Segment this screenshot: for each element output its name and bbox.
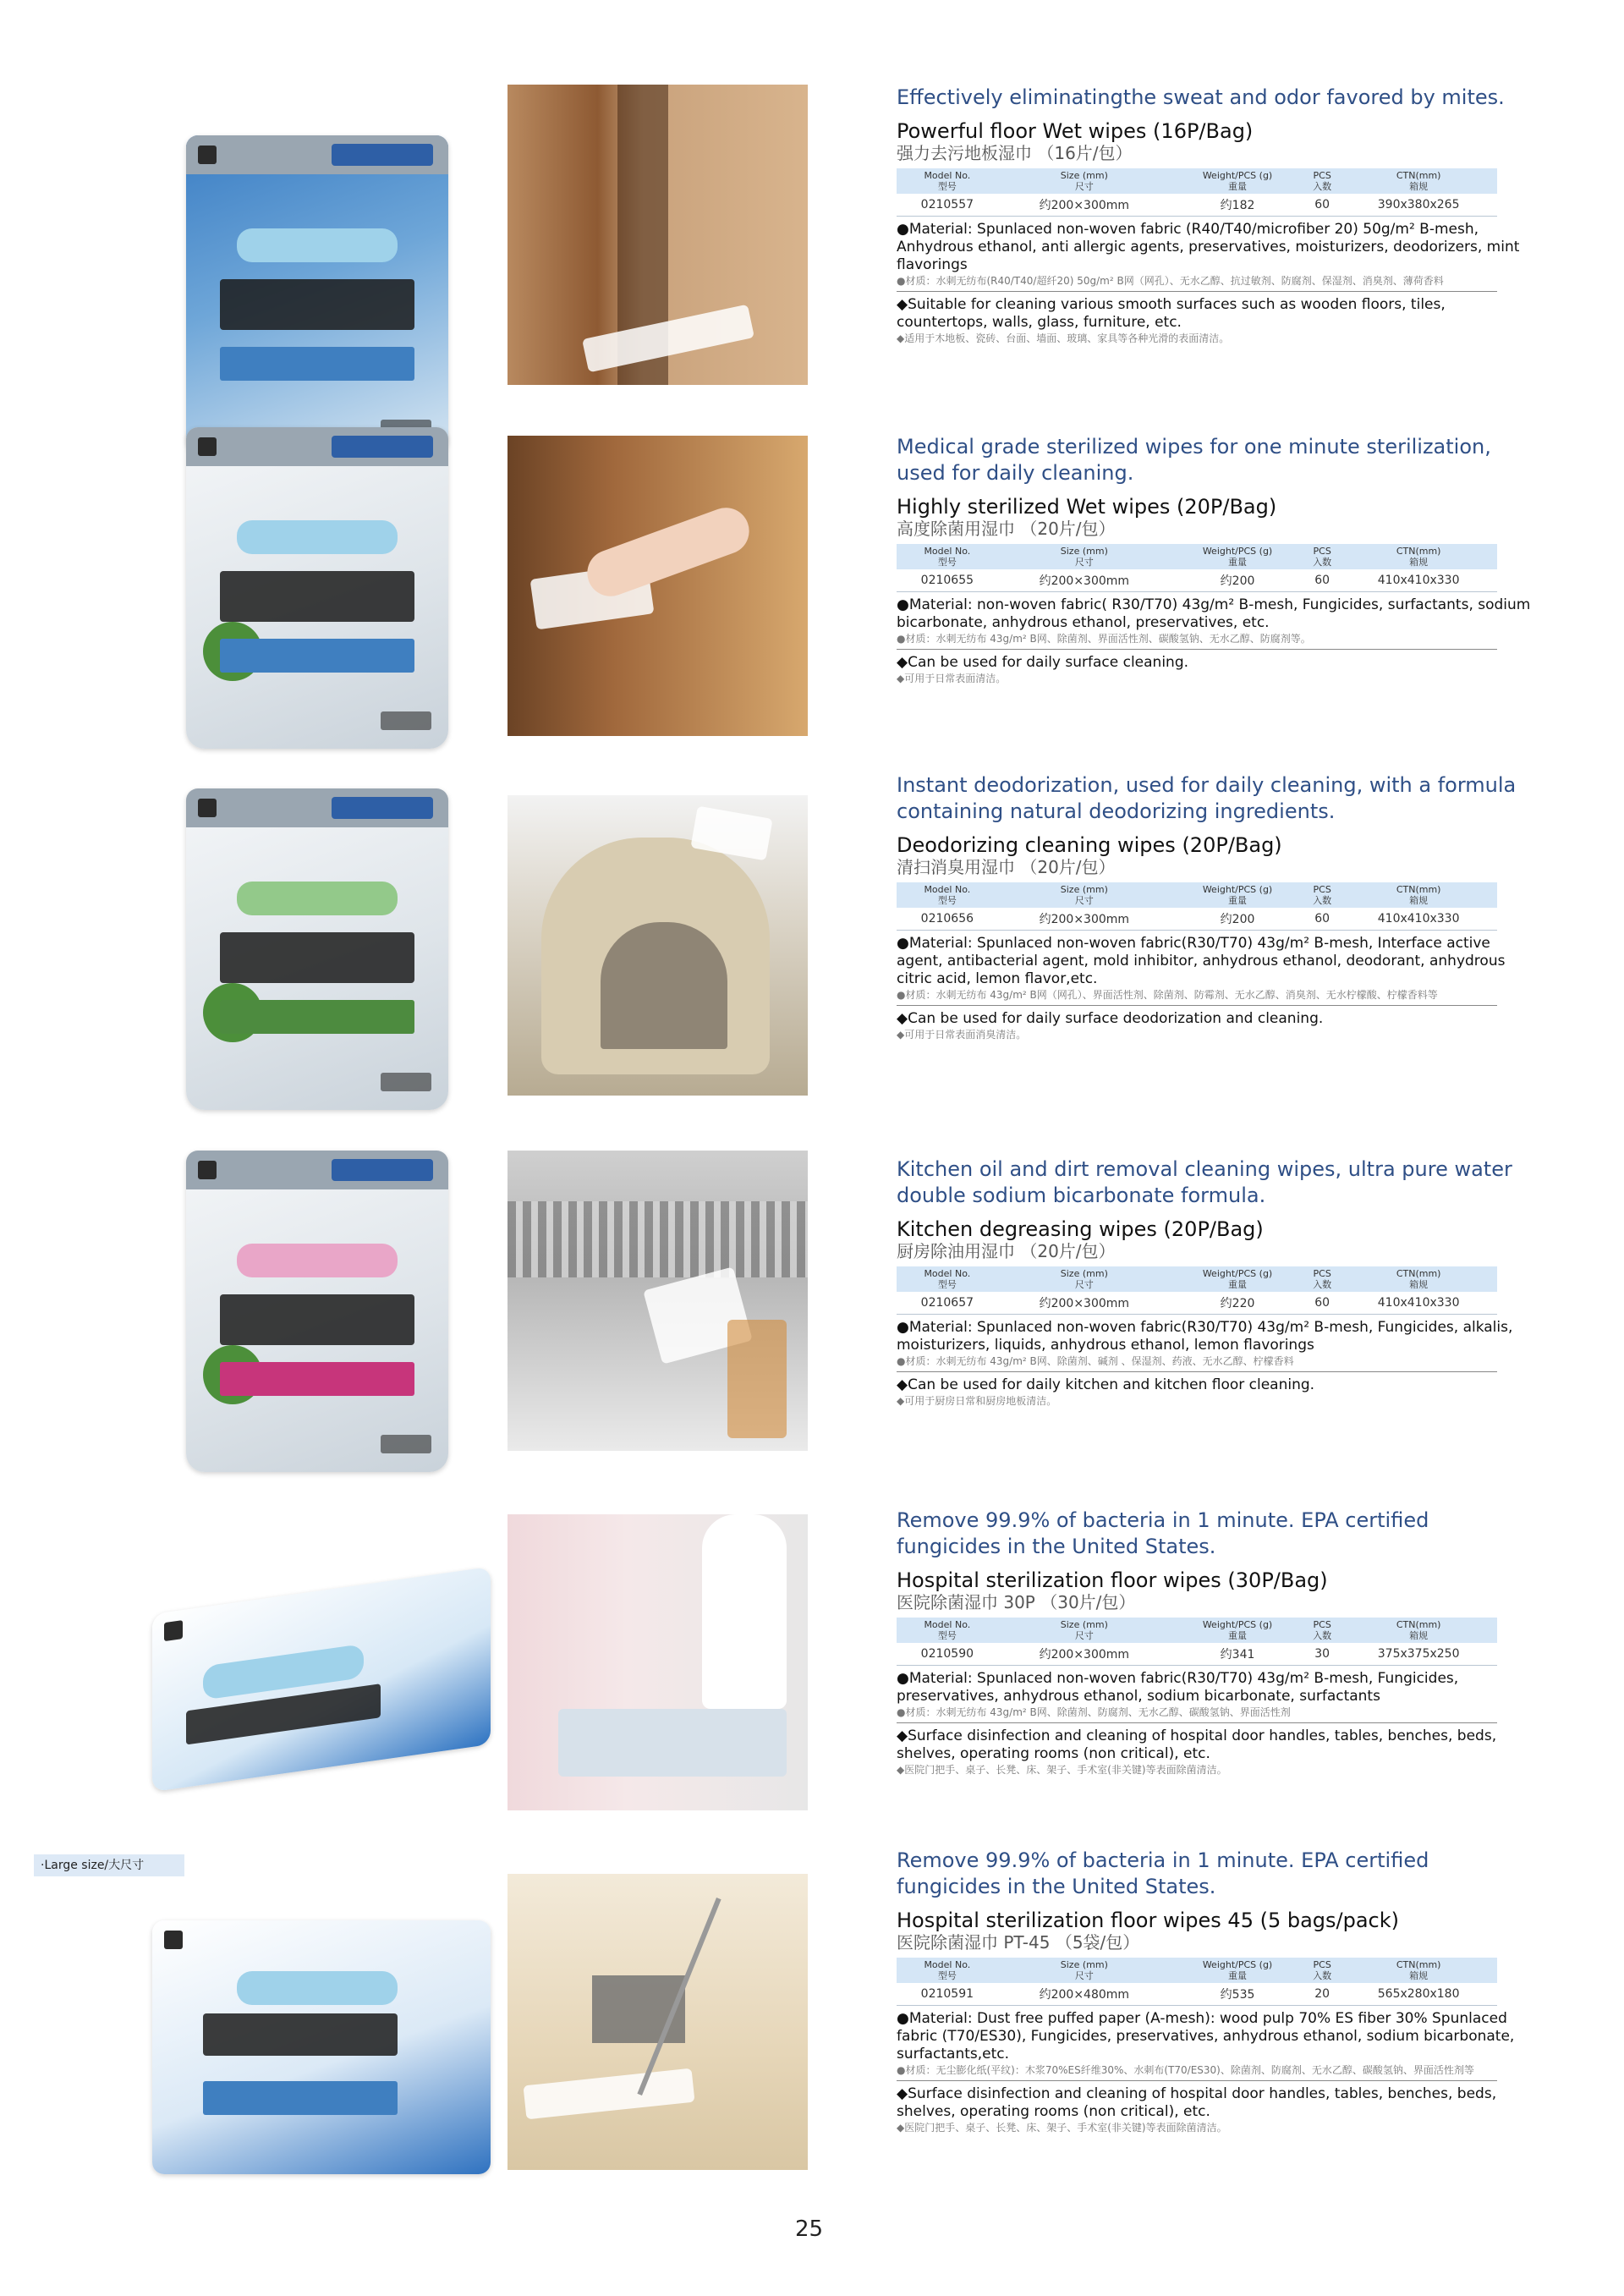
usage-text-cn: ◆可用于日常表面清洁。 <box>897 673 1007 684</box>
usage-text: ◆Surface disinfection and cleaning of hospital door handles, tables, benches, beds, shelves, operating rooms (non critical), etc. <box>897 1727 1497 1762</box>
product-name: Hospital sterilization floor wipes (30P/Bag) <box>897 1568 1328 1592</box>
spec-table <box>897 544 1497 592</box>
divider <box>897 1722 1497 1723</box>
material-text-cn: ●材质：水刺无纺布 43g/m² B网、除菌剂、防腐剂、无水乙醇、碳酸氢钠、界面活性剂 <box>897 1706 1291 1718</box>
usage-text: ◆Suitable for cleaning various smooth surfaces such as wooden floors, tiles, countertops, walls, glass, furniture, etc. <box>897 296 1446 331</box>
material-text-cn: ●材质：水刺无纺布 43g/m² B网、除菌剂、碱剂 、保湿剂、药液、无水乙醇、柠檬香料 <box>897 1355 1294 1367</box>
spec-table <box>897 1266 1497 1315</box>
product-headline: Instant deodorization, used for daily cleaning, with a formula containing natural deodorizing ingredients. <box>897 773 1517 823</box>
usage-photo <box>508 436 808 736</box>
product-package-image <box>186 427 448 749</box>
usage-photo <box>508 85 808 385</box>
product-name-cn: 清扫消臭用湿巾 （20片/包） <box>897 857 1116 877</box>
spec-table <box>897 168 1497 217</box>
spec-row: 0210656 约200×300mm 约200 60 410x410x330 <box>897 908 1497 931</box>
material-text: ●Material: Spunlaced non-woven fabric(R30/T70) 43g/m² B-mesh, Interface active agent, antibacterial agent, mold inhibitor, anhydrous ethanol, deodorant, anhydrous citric acid, lemon flavor,etc. <box>897 935 1506 987</box>
col-weight: Weight/PCS (g) 重量 <box>1171 168 1304 194</box>
product-headline: Medical grade sterilized wipes for one minute sterilization, used for daily cleaning. <box>897 435 1491 485</box>
usage-photo <box>508 1874 808 2170</box>
spec-header-row: Model No. 型号 Size (mm) 尺寸 Weight/PCS (g) 重量 PCS 入数 CTN(mm) 箱规 <box>897 1266 1497 1292</box>
material-text-cn: ●材质：水刺无纺布 43g/m² B网、除菌剂、界面活性剂、碳酸氢钠、无水乙醇、防腐剂等。 <box>897 633 1311 645</box>
product-package-image <box>152 1920 491 2174</box>
spec-row: 0210591 约200×480mm 约535 20 565x280x180 <box>897 1983 1497 2006</box>
product-name: Deodorizing cleaning wipes (20P/Bag) <box>897 833 1282 857</box>
product-package-image <box>186 788 448 1110</box>
material-text-cn: ●材质：水刺无纺布(R40/T40/超纤20) 50g/m² B网（网孔）、无水乙醇、抗过敏剂、防腐剂、保湿剂、消臭剂、薄荷香料 <box>897 275 1444 287</box>
product-headline: Remove 99.9% of bacteria in 1 minute. EPA certified fungicides in the United States. <box>897 1508 1429 1558</box>
material-text: ●Material: Spunlaced non-woven fabric(R30/T70) 43g/m² B-mesh, Fungicides, preservatives, anhydrous ethanol, sodium bicarbonate, surfactants <box>897 1670 1459 1705</box>
product-name: Powerful floor Wet wipes (16P/Bag) <box>897 119 1254 143</box>
spec-row: 0210590 约200×300mm 约341 30 375x375x250 <box>897 1643 1497 1666</box>
divider <box>897 291 1497 292</box>
product-name: Kitchen degreasing wipes (20P/Bag) <box>897 1217 1264 1241</box>
product-package-image <box>186 1151 448 1472</box>
usage-text-cn: ◆医院门把手、桌子、长凳、床、架子、手术室(非关键)等表面除菌清洁。 <box>897 1764 1227 1776</box>
material-text: ●Material: Dust free puffed paper (A-mesh): wood pulp 70% ES fiber 30% Spunlaced fabric (T70/ES30), Fungicides, preservatives, anhydrous ethanol, sodium bicarbonate, surfactants,etc. <box>897 2010 1515 2063</box>
product-package-image <box>186 135 448 457</box>
col-pcs: PCS 入数 <box>1304 168 1340 194</box>
usage-photo <box>508 1514 808 1810</box>
divider <box>897 649 1497 650</box>
divider <box>897 1371 1497 1372</box>
product-name-cn: 医院除菌湿巾 PT-45 （5袋/包） <box>897 1932 1140 1953</box>
spec-row: 0210557 约200×300mm 约182 60 390x380x265 <box>897 194 1497 217</box>
product-name-cn: 医院除菌湿巾 30P （30片/包） <box>897 1592 1136 1612</box>
usage-text-cn: ◆可用于厨房日常和厨房地板清洁。 <box>897 1395 1057 1407</box>
usage-text-cn: ◆适用于木地板、瓷砖、台面、墙面、玻璃、家具等各种光滑的表面清洁。 <box>897 332 1230 344</box>
product-name-cn: 厨房除油用湿巾 （20片/包） <box>897 1241 1116 1261</box>
product-headline: Kitchen oil and dirt removal cleaning wipes, ultra pure water double sodium bicarbonate formula. <box>897 1157 1512 1207</box>
divider <box>897 2080 1497 2081</box>
spec-row: 0210657 约200×300mm 约220 60 410x410x330 <box>897 1292 1497 1315</box>
large-size-label: ·Large size/大尺寸 <box>34 1854 184 1876</box>
material-text-cn: ●材质：无尘膨化纸(平纹)：木浆70%ES纤维30%、水刺布(T70/ES30)、除菌剂、防腐剂、无水乙醇、碳酸氢钠、界面活性剂等 <box>897 2064 1474 2076</box>
page-number: 25 <box>795 2216 824 2242</box>
spec-header-row: Model No. 型号 Size (mm) 尺寸 Weight/PCS (g) 重量 PCS 入数 CTN(mm) 箱规 <box>897 882 1497 908</box>
spec-row: 0210655 约200×300mm 约200 60 410x410x330 <box>897 569 1497 592</box>
product-name-cn: 高度除菌用湿巾 （20片/包） <box>897 519 1116 539</box>
spec-header-row: Model No. 型号 Size (mm) 尺寸 Weight/PCS (g) 重量 PCS 入数 CTN(mm) 箱规 <box>897 1958 1497 1983</box>
product-name: Highly sterilized Wet wipes (20P/Bag) <box>897 495 1277 519</box>
usage-text: ◆Can be used for daily surface cleaning. <box>897 654 1189 671</box>
spec-header-row <box>897 168 1497 194</box>
spec-table <box>897 1958 1497 2006</box>
material-text-cn: ●材质：水刺无纺布 43g/m² B网（网孔）、界面活性剂、除菌剂、防霉剂、无水乙醇、消臭剂、无水柠檬酸、柠檬香料等 <box>897 989 1438 1001</box>
spec-header-row: Model No. 型号 Size (mm) 尺寸 Weight/PCS (g) 重量 PCS 入数 CTN(mm) 箱规 <box>897 544 1497 569</box>
product-headline: Remove 99.9% of bacteria in 1 minute. EPA certified fungicides in the United States. <box>897 1848 1429 1898</box>
product-package-image <box>152 1567 491 1792</box>
usage-photo <box>508 1151 808 1451</box>
divider <box>897 1005 1497 1006</box>
col-ctn: CTN(mm) 箱规 <box>1340 168 1497 194</box>
col-size: Size (mm) 尺寸 <box>998 168 1171 194</box>
spec-table <box>897 1618 1497 1666</box>
product-headline: Effectively eliminatingthe sweat and odor favored by mites. <box>897 85 1505 109</box>
product-name-cn: 强力去污地板湿巾 （16片/包） <box>897 143 1133 163</box>
material-text: ●Material: Spunlaced non-woven fabric(R30/T70) 43g/m² B-mesh, Fungicides, alkalis, moisturizers, liquids, anhydrous ethanol, lemon flavorings <box>897 1319 1513 1354</box>
spec-header-row: Model No. 型号 Size (mm) 尺寸 Weight/PCS (g) 重量 PCS 入数 CTN(mm) 箱规 <box>897 1618 1497 1643</box>
usage-text: ◆Surface disinfection and cleaning of hospital door handles, tables, benches, beds, shelves, operating rooms (non critical), etc. <box>897 2085 1497 2120</box>
usage-text-cn: ◆医院门把手、桌子、长凳、床、架子、手术室(非关键)等表面除菌清洁。 <box>897 2122 1227 2134</box>
usage-text: ◆Can be used for daily kitchen and kitchen floor cleaning. <box>897 1376 1315 1393</box>
spec-table <box>897 882 1497 931</box>
usage-text-cn: ◆可用于日常表面消臭清洁。 <box>897 1029 1027 1041</box>
material-text: ●Material: non-woven fabric( R30/T70) 43g/m² B-mesh, Fungicides, surfactants, sodium bicarbonate, anhydrous ethanol, preservatives, etc. <box>897 596 1531 631</box>
usage-text: ◆Can be used for daily surface deodorization and cleaning. <box>897 1010 1324 1027</box>
usage-photo <box>508 795 808 1096</box>
material-text: ●Material: Spunlaced non-woven fabric (R40/T40/microfiber 20) 50g/m² B-mesh, Anhydrous ethanol, anti allergic agents, preservatives, moisturizers, deodorizers, mint flavorings <box>897 221 1520 273</box>
col-model: Model No. 型号 <box>897 168 998 194</box>
product-name: Hospital sterilization floor wipes 45 (5 bags/pack) <box>897 1909 1400 1932</box>
